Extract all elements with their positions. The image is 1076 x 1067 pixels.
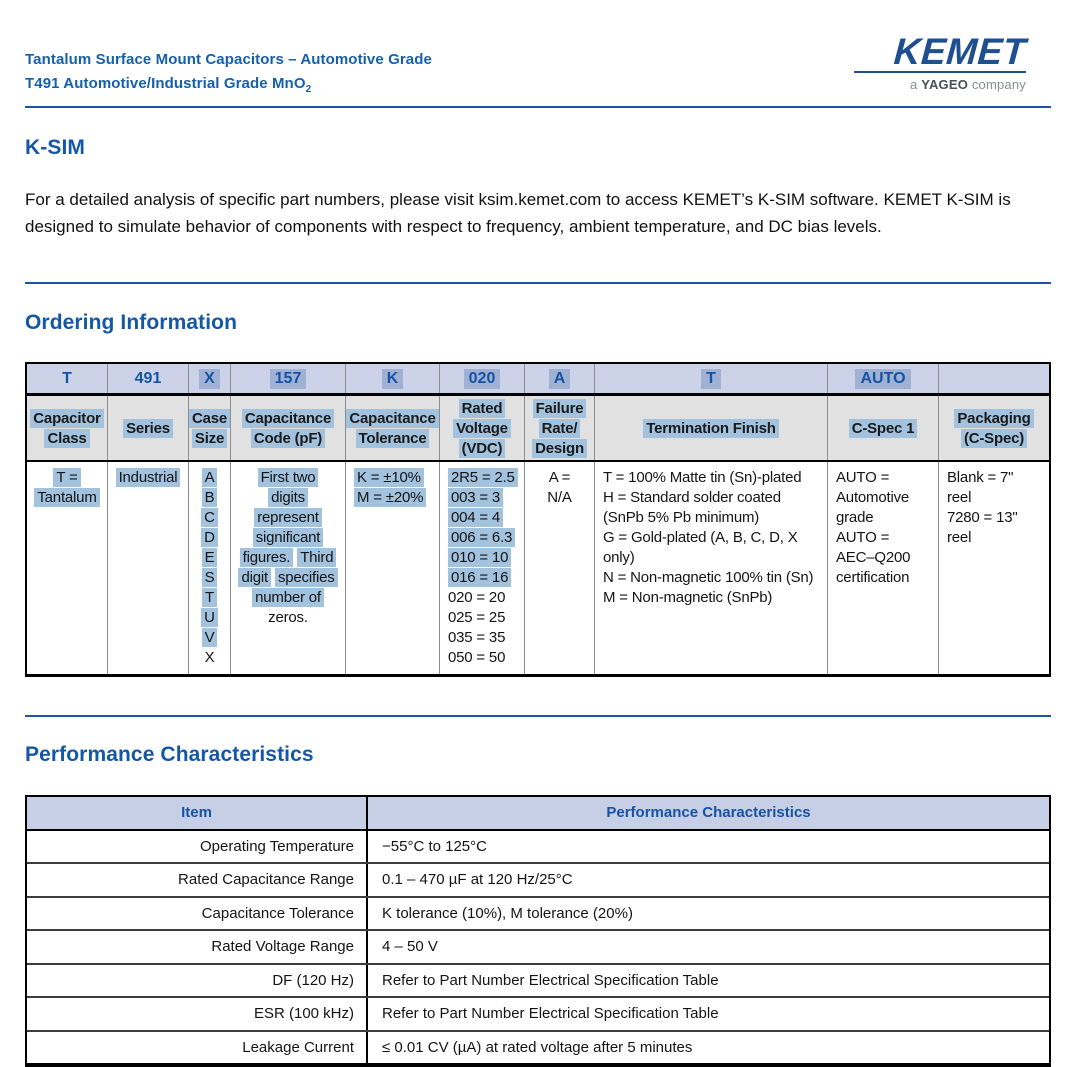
performance-item-cell: Capacitance Tolerance: [27, 898, 368, 930]
performance-value-cell: ≤ 0.01 CV (µA) at rated voltage after 5 minutes: [382, 1038, 693, 1056]
performance-section-title: Performance Characteristics: [25, 743, 314, 766]
kemet-logo-wordmark: KEMET: [892, 31, 1028, 72]
ordering-body-cell: First two digits represent significant figures. Third digit specifies number of zeros.: [230, 462, 345, 674]
ordering-body-cell: AUTO = Automotive grade AUTO = AEC–Q200 certification: [827, 462, 938, 674]
performance-characteristics-table: [25, 795, 1051, 1067]
tagline-a: a: [910, 77, 922, 92]
performance-row: [27, 831, 1049, 863]
performance-value-cell: K tolerance (10%), M tolerance (20%): [382, 904, 633, 922]
ksim-paragraph: For a detailed analysis of specific part numbers, please visit ksim.kemet.com to access KEMET’s K-SIM software. KEMET K-SIM is designed to simulate behavior of components with respect to frequency, ambient temperature, and DC bias levels.: [25, 190, 1011, 236]
performance-row: [27, 896, 1049, 930]
ordering-section-title: Ordering Information: [25, 311, 237, 334]
performance-item-cell: Rated Voltage Range: [27, 931, 368, 963]
ordering-header-row: [27, 396, 1049, 462]
ordering-body-cell: A B C D E S T U V X: [188, 462, 230, 674]
performance-value-cell: −55°C to 125°C: [382, 837, 487, 855]
ordering-body-cell: A = N/A: [524, 462, 594, 674]
tagline-brand: YAGEO: [921, 77, 969, 92]
ordering-code-row: [27, 364, 1049, 396]
ordering-information-table: [25, 362, 1051, 677]
ordering-body-cell: T = 100% Matte tin (Sn)-plated H = Standard solder coated (SnPb 5% Pb minimum) G = Gold-plated (A, B, C, D, X only) N = Non-magnetic 100% tin (Sn) M = Non-magnetic (SnPb): [594, 462, 827, 674]
ordering-body-cell: Blank = 7" reel 7280 = 13" reel: [938, 462, 1049, 674]
ksim-section-title: K-SIM: [25, 136, 85, 159]
kemet-logo: [854, 31, 1028, 92]
ordering-code-cell: 491: [107, 364, 188, 393]
ordering-code-cell: 020: [439, 364, 524, 393]
ordering-code-cell: T: [594, 364, 827, 393]
performance-header-characteristics: Performance Characteristics: [606, 804, 811, 822]
ordering-code-cell: AUTO: [827, 364, 938, 393]
ordering-header-cell: Capacitor Class: [27, 396, 107, 460]
performance-row: [27, 1030, 1049, 1064]
doc-title-line1: Tantalum Surface Mount Capacitors – Automotive Grade: [25, 51, 432, 68]
tagline-company: company: [968, 77, 1026, 92]
kemet-logo-tagline: [854, 77, 1026, 92]
section-divider-2: [25, 715, 1051, 717]
performance-row: [27, 963, 1049, 997]
performance-row: [27, 996, 1049, 1030]
ordering-code-cell: A: [524, 364, 594, 393]
doc-title-line2-text: T491 Automotive/Industrial Grade MnO: [25, 75, 306, 92]
ordering-code-cell: [938, 364, 1049, 393]
performance-item-cell: Operating Temperature: [27, 831, 368, 863]
performance-item-cell: ESR (100 kHz): [27, 998, 368, 1030]
ordering-code-cell: X: [188, 364, 230, 393]
ordering-header-cell: Termination Finish: [594, 396, 827, 460]
performance-item-cell: DF (120 Hz): [27, 965, 368, 997]
performance-table-body: [27, 831, 1049, 1064]
ordering-code-cell: T: [62, 369, 72, 387]
header-divider: [25, 106, 1051, 108]
doc-title-line2-subscript: 2: [305, 84, 312, 95]
performance-value-cell: 4 – 50 V: [382, 938, 438, 956]
ordering-code-cell: 157: [230, 364, 345, 393]
performance-item-cell: Rated Capacitance Range: [27, 864, 368, 896]
ordering-header-cell: Capacitance Tolerance: [345, 396, 439, 460]
ordering-header-cell: Series: [107, 396, 188, 460]
performance-value-cell: Refer to Part Number Electrical Specification Table: [382, 1005, 719, 1023]
performance-value-cell: Refer to Part Number Electrical Specification Table: [382, 971, 719, 989]
ordering-body-cell: Industrial: [107, 462, 188, 674]
performance-item-cell: Leakage Current: [27, 1032, 368, 1064]
ordering-body-cell: 2R5 = 2.5 003 = 3 004 = 4 006 = 6.3 010 = 10 016 = 16 020 = 20 025 = 25 035 = 35 050 = 50: [439, 462, 524, 674]
ordering-body-row: [27, 462, 1049, 674]
ordering-code-cell: K: [345, 364, 439, 393]
ordering-header-cell: Capacitance Code (pF): [230, 396, 345, 460]
document-header: [25, 0, 1051, 108]
performance-table-header: [27, 797, 1049, 831]
ordering-header-cell: C-Spec 1: [827, 396, 938, 460]
ordering-body-cell: T = Tantalum: [27, 462, 107, 674]
performance-row: [27, 862, 1049, 896]
ordering-header-cell: Rated Voltage (VDC): [439, 396, 524, 460]
ordering-header-cell: Packaging (C-Spec): [938, 396, 1049, 460]
ordering-header-cell: Failure Rate/ Design: [524, 396, 594, 460]
performance-value-cell: 0.1 – 470 µF at 120 Hz/25°C: [382, 871, 573, 889]
ordering-header-cell: Case Size: [188, 396, 230, 460]
section-divider-1: [25, 282, 1051, 284]
ordering-body-cell: K = ±10% M = ±20%: [345, 462, 439, 674]
performance-header-item: Item: [27, 797, 368, 829]
performance-row: [27, 929, 1049, 963]
